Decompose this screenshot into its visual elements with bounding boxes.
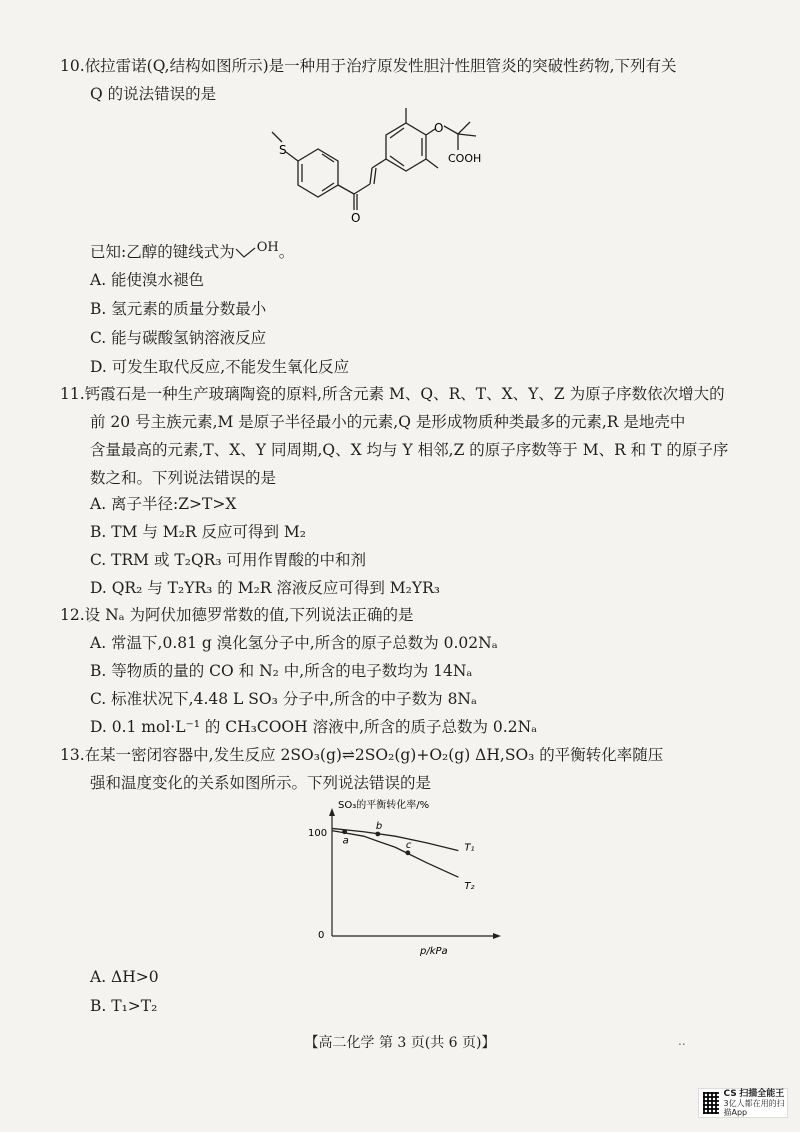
left-benzene-ring — [298, 149, 338, 197]
x-axis-arrow — [493, 933, 501, 939]
q11-option-c: C. TRM 或 T₂QR₃ 可用作胃酸的中和剂 — [90, 551, 366, 569]
q10-option-c: C. 能与碳酸氢钠溶液反应 — [90, 329, 267, 347]
q13-option-b: B. T₁>T₂ — [90, 997, 158, 1015]
watermark-badge: CS — [723, 1089, 737, 1099]
q10-option-b: B. 氢元素的质量分数最小 — [90, 300, 267, 318]
q13-stem-line-2: 强和温度变化的关系如图所示。下列说法错误的是 — [90, 774, 432, 792]
q13-chart — [290, 796, 510, 958]
q12-option-b: B. 等物质的量的 CO 和 N₂ 中,所含的电子数均为 14Nₐ — [90, 662, 473, 680]
series-label-2: T₂ — [464, 881, 475, 893]
carbonyl-oxygen-label: O — [351, 211, 361, 225]
watermark-title: 扫描全能王 — [739, 1089, 785, 1099]
ethanol-skeletal-formula — [235, 245, 257, 259]
q13-stem-text-1: 在某一密闭容器中,发生反应 2SO₃(g)⇌2SO₂(g)+O₂(g) ΔH,SO₃ 的平衡转化率随压 — [84, 746, 664, 764]
q11-stem-line-4: 数之和。下列说法错误的是 — [90, 469, 277, 487]
ether-oxygen-label: O — [434, 121, 444, 135]
q12-number: 12. — [60, 606, 85, 624]
q10-number: 10. — [60, 57, 85, 75]
ketone-bond — [338, 185, 354, 194]
q12-stem-text: 设 Nₐ 为阿伏加德罗常数的值,下列说法正确的是 — [84, 606, 414, 624]
q12-option-c: C. 标准状况下,4.48 L SO₃ 分子中,所含的中子数为 8Nₐ — [90, 690, 477, 708]
s-bond — [286, 152, 298, 161]
q13-number: 13. — [60, 746, 85, 764]
series-label-1: T₁ — [464, 842, 475, 854]
q10-known-prefix: 已知:乙醇的键线式为 — [90, 243, 235, 262]
qr-code-icon — [703, 1092, 719, 1114]
q11-stem-line-2: 前 20 号主族元素,M 是原子半径最小的元素,Q 是形成物质种类最多的元素,R 是地壳中 — [90, 413, 686, 431]
point-label-c: c — [405, 839, 412, 851]
q10-known-line — [90, 238, 294, 262]
q10-stem-line-2: Q 的说法错误的是 — [90, 85, 217, 103]
q10-option-a: A. 能使溴水褪色 — [90, 271, 205, 289]
chart-axes — [329, 808, 501, 939]
q10-stem-line-1 — [60, 56, 677, 76]
right-benzene-ring — [386, 123, 426, 171]
scanner-watermark — [698, 1088, 788, 1118]
y-axis-label: SO₃的平衡转化率/% — [338, 800, 430, 811]
q11-stem-line-3: 含量最高的元素,T、X、Y 同周期,Q、X 均与 Y 相邻,Z 的原子序数等于 M、R 和 T 的原子序 — [90, 441, 729, 459]
q11-number: 11. — [60, 385, 85, 403]
x-axis-label: p/kPa — [420, 946, 448, 957]
y-axis-arrow — [329, 808, 335, 816]
point-label-a: a — [342, 835, 349, 847]
watermark-sub: 3亿人都在用的扫描App — [723, 1099, 785, 1117]
q13-stem-line-1 — [60, 745, 663, 765]
q13-option-a: A. ΔH>0 — [90, 968, 159, 986]
q10-option-d: D. 可发生取代反应,不能发生氧化反应 — [90, 358, 350, 376]
footer-dots: .. — [678, 1034, 686, 1048]
point-a — [342, 829, 347, 834]
methyl-s-bond — [272, 132, 282, 142]
q11-stem-line-1 — [60, 384, 725, 404]
q11-stem-text-1: 钙霞石是一种生产玻璃陶瓷的原料,所含元素 M、Q、R、T、X、Y、Z 为原子序数依次增大的 — [84, 385, 725, 403]
series-line-2 — [332, 831, 458, 878]
q11-option-a: A. 离子半径:Z>T>X — [90, 495, 237, 513]
y-tick-100: 100 — [308, 828, 328, 839]
point-label-b: b — [375, 820, 383, 832]
sulfur-label: S — [279, 143, 287, 157]
q10-stem-text-1: 依拉雷诺(Q,结构如图所示)是一种用于治疗原发性胆汁性胆管炎的突破性药物,下列有关 — [84, 57, 677, 75]
watermark-text — [723, 1089, 787, 1117]
q10-structure-diagram — [262, 104, 512, 234]
q11-option-b: B. TM 与 M₂R 反应可得到 M₂ — [90, 523, 307, 541]
carboxyl-label: COOH — [448, 152, 482, 165]
point-b — [375, 832, 380, 837]
q11-option-d: D. QR₂ 与 T₂YR₃ 的 M₂R 溶液反应可得到 M₂YR₃ — [90, 579, 441, 597]
q12-option-d: D. 0.1 mol·L⁻¹ 的 CH₃COOH 溶液中,所含的质子总数为 0.2Nₐ — [90, 718, 538, 736]
y-tick-0: 0 — [318, 930, 325, 941]
q10-known-suffix: 。 — [278, 243, 295, 262]
q12-option-a: A. 常温下,0.81 g 溴化氢分子中,所含的原子总数为 0.02Nₐ — [90, 634, 498, 652]
q12-stem-line — [60, 605, 413, 625]
page-footer: 【高二化学 第 3 页(共 6 页)】 — [304, 1035, 496, 1051]
point-c — [405, 850, 410, 855]
ethanol-oh-label: OH — [256, 240, 279, 255]
